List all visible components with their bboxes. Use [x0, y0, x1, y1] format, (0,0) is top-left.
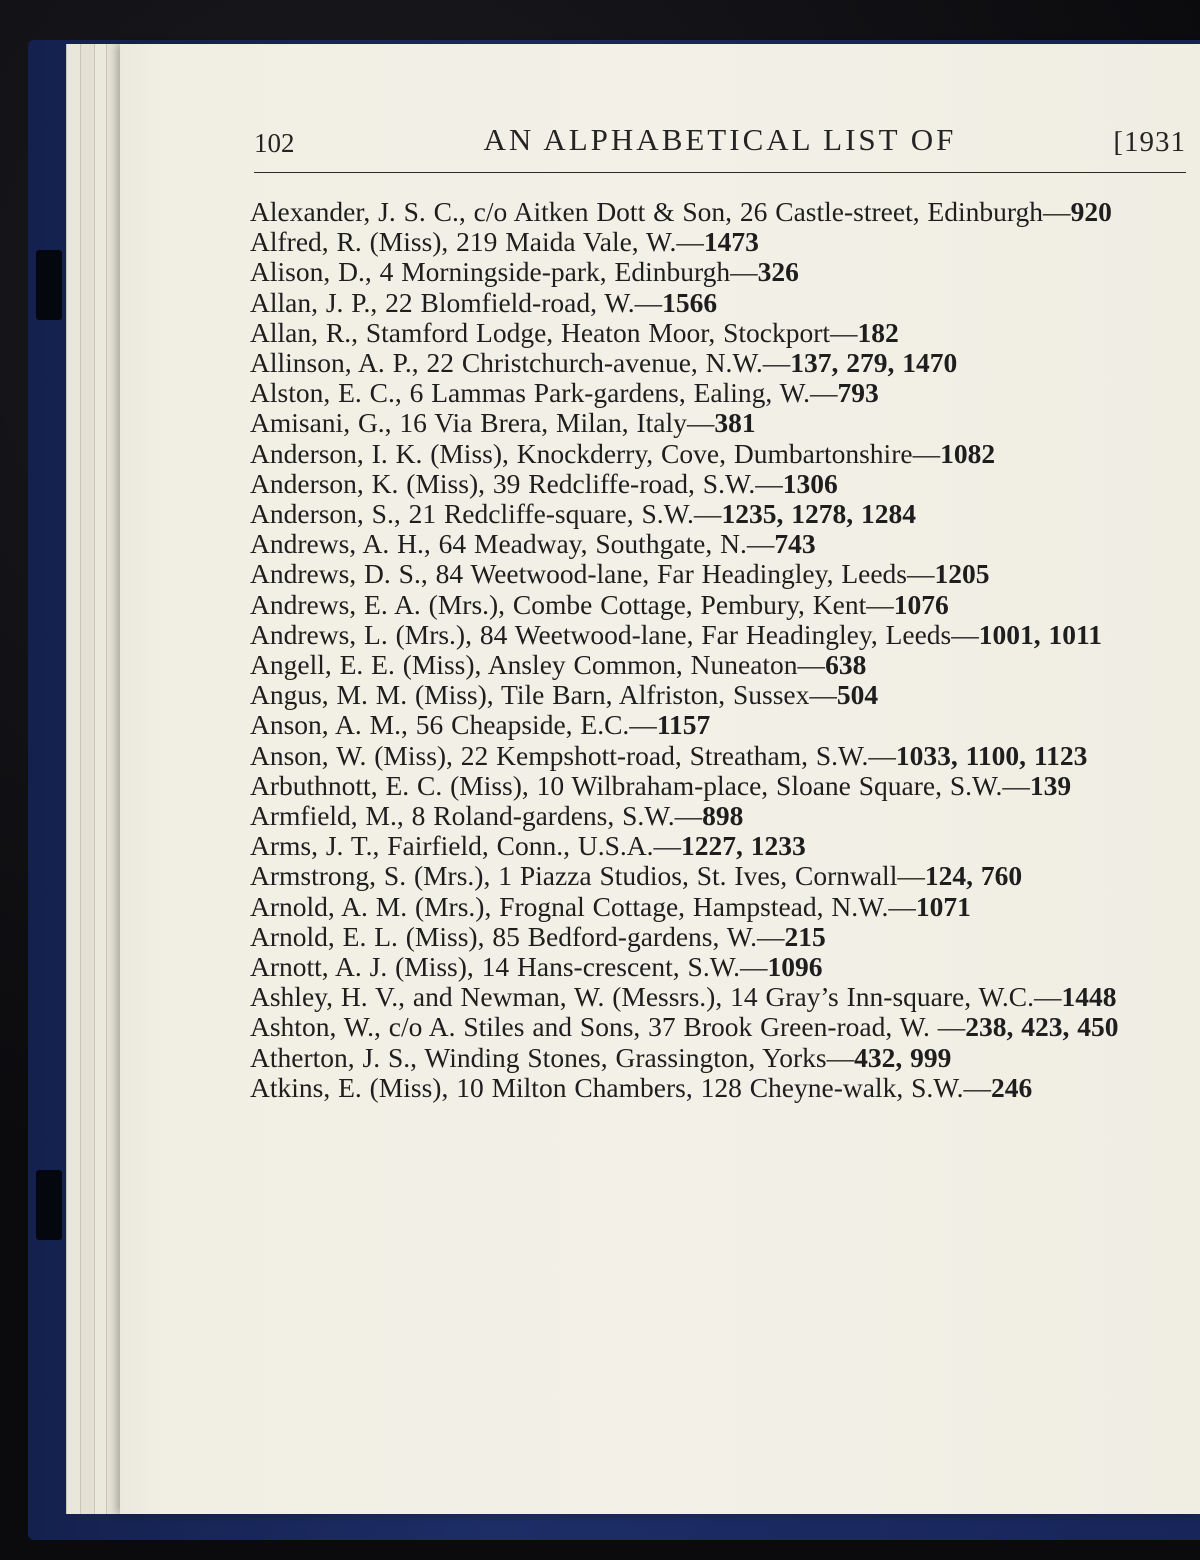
entry-catalogue-numbers: 743	[774, 528, 816, 560]
page-number: 102	[254, 128, 295, 158]
entry-address: Alexander, J. S. C., c/o Aitken Dott & Son, 26 Castle-street, Edinburgh—	[250, 196, 1071, 227]
entry-address: Alston, E. C., 6 Lammas Park-gardens, Ealing, W.—	[250, 377, 838, 409]
entry-catalogue-numbers: 1033, 1100, 1123	[895, 739, 1088, 771]
list-item	[250, 469, 1186, 499]
list-item	[250, 197, 1186, 227]
entry-address: Angell, E. E. (Miss), Ansley Common, Nuneaton—	[250, 649, 826, 681]
entry-catalogue-numbers: 137, 279, 1470	[790, 347, 958, 379]
entry-address: Amisani, G., 16 Via Brera, Milan, Italy—	[250, 407, 715, 439]
list-item	[250, 861, 1186, 891]
list-item	[250, 348, 1186, 378]
entry-catalogue-numbers: 1076	[893, 588, 949, 620]
entry-catalogue-numbers: 898	[702, 800, 744, 832]
list-item	[250, 257, 1186, 287]
list-item	[250, 559, 1186, 589]
list-item	[250, 1073, 1186, 1103]
entry-address: Allan, J. P., 22 Blomfield-road, W.—	[250, 286, 663, 318]
entry-catalogue-numbers: 182	[857, 316, 899, 348]
entry-catalogue-numbers: 238, 423, 450	[965, 1011, 1119, 1043]
entry-catalogue-numbers: 1096	[767, 951, 823, 983]
list-item	[250, 952, 1186, 982]
entry-catalogue-numbers: 1205	[934, 558, 990, 590]
entry-address: Alison, D., 4 Morningside-park, Edinburgh—	[250, 256, 758, 288]
entry-catalogue-numbers: 215	[784, 920, 826, 952]
list-item	[250, 529, 1186, 559]
list-item	[250, 892, 1186, 922]
page-title: AN ALPHABETICAL LIST OF	[483, 122, 957, 157]
entry-catalogue-numbers: 432, 999	[854, 1041, 952, 1073]
entry-catalogue-numbers: 1227, 1233	[681, 830, 806, 862]
entry-address: Ashton, W., c/o A. Stiles and Sons, 37 Brook Green-road, W. —	[250, 1011, 966, 1043]
entry-address: Andrews, L. (Mrs.), 84 Weetwood-lane, Far Headingley, Leeds—	[250, 618, 979, 650]
entry-catalogue-numbers: 1566	[662, 286, 718, 318]
cover-band-lower	[36, 1170, 62, 1240]
entry-address: Ashley, H. V., and Newman, W. (Messrs.), 14 Gray’s Inn-square, W.C.—	[250, 981, 1062, 1013]
entry-address: Angus, M. M. (Miss), Tile Barn, Alfriston, Sussex—	[250, 679, 837, 711]
entry-address: Anderson, S., 21 Redcliffe-square, S.W.—	[250, 498, 722, 530]
running-header	[254, 116, 1186, 168]
list-item	[250, 227, 1186, 257]
list-item	[250, 710, 1186, 740]
entry-catalogue-numbers: 1235, 1278, 1284	[721, 498, 916, 530]
entry-address: Alfred, R. (Miss), 219 Maida Vale, W.—	[250, 226, 704, 258]
cover-band-upper	[36, 250, 62, 320]
list-item	[250, 499, 1186, 529]
entry-catalogue-numbers: 1082	[940, 437, 996, 469]
entry-catalogue-numbers: 381	[714, 407, 756, 439]
entry-address: Arnold, E. L. (Miss), 85 Bedford-gardens, W.—	[250, 920, 785, 952]
entry-catalogue-numbers: 326	[757, 256, 799, 288]
entry-address: Arbuthnott, E. C. (Miss), 10 Wilbraham-place, Sloane Square, S.W.—	[250, 769, 1030, 801]
entry-address: Atkins, E. (Miss), 10 Milton Chambers, 128 Cheyne-walk, S.W.—	[250, 1071, 992, 1103]
entry-address: Andrews, E. A. (Mrs.), Combe Cottage, Pembury, Kent—	[250, 588, 894, 620]
list-item	[250, 982, 1186, 1012]
list-item	[250, 1012, 1186, 1042]
list-item	[250, 318, 1186, 348]
entry-catalogue-numbers: 1001, 1011	[978, 618, 1102, 650]
entry-address: Anson, A. M., 56 Cheapside, E.C.—	[250, 709, 657, 741]
entry-address: Allinson, A. P., 22 Christchurch-avenue, N.W.—	[250, 347, 791, 379]
list-item	[250, 771, 1186, 801]
list-item	[250, 288, 1186, 318]
list-item	[250, 922, 1186, 952]
entry-address: Anson, W. (Miss), 22 Kempshott-road, Streatham, S.W.—	[250, 739, 896, 771]
entry-address: Arnott, A. J. (Miss), 14 Hans-crescent, S.W.—	[250, 951, 768, 983]
entry-catalogue-numbers: 920	[1070, 196, 1112, 227]
list-item	[250, 378, 1186, 408]
entry-address: Armfield, M., 8 Roland-gardens, S.W.—	[250, 800, 703, 832]
entry-address: Arnold, A. M. (Mrs.), Frognal Cottage, Hampstead, N.W.—	[250, 890, 916, 922]
entry-catalogue-numbers: 793	[837, 377, 879, 409]
list-item	[250, 590, 1186, 620]
list-item	[250, 831, 1186, 861]
header-rule	[254, 172, 1186, 173]
entry-address: Allan, R., Stamford Lodge, Heaton Moor, Stockport—	[250, 316, 858, 348]
entry-catalogue-numbers: 638	[825, 649, 867, 681]
entry-catalogue-numbers: 504	[836, 679, 879, 711]
entry-catalogue-numbers: 246	[991, 1071, 1033, 1103]
list-item	[250, 680, 1186, 710]
entry-catalogue-numbers: 139	[1029, 769, 1072, 801]
entry-catalogue-numbers: 1071	[915, 890, 971, 922]
entry-address: Andrews, A. H., 64 Meadway, Southgate, N.—	[250, 528, 775, 560]
list-item	[250, 801, 1186, 831]
entry-catalogue-numbers: 1448	[1061, 981, 1117, 1013]
entry-catalogue-numbers: 1473	[703, 226, 759, 258]
entry-catalogue-numbers: 1157	[656, 709, 711, 741]
entry-address: Armstrong, S. (Mrs.), 1 Piazza Studios, St. Ives, Cornwall—	[250, 860, 925, 892]
list-item	[250, 741, 1186, 771]
entry-address: Andrews, D. S., 84 Weetwood-lane, Far Headingley, Leeds—	[250, 558, 935, 590]
entry-address: Atherton, J. S., Winding Stones, Grassington, Yorks—	[250, 1041, 855, 1073]
entry-address: Arms, J. T., Fairfield, Conn., U.S.A.—	[250, 830, 681, 862]
list-item	[250, 1043, 1186, 1073]
list-item	[250, 439, 1186, 469]
entry-address: Anderson, K. (Miss), 39 Redcliffe-road, S.W.—	[250, 467, 783, 499]
entry-address: Anderson, I. K. (Miss), Knockderry, Cove, Dumbartonshire—	[250, 437, 941, 469]
list-item	[250, 620, 1186, 650]
entry-catalogue-numbers: 1306	[782, 467, 838, 499]
year-label: [1931	[1113, 126, 1186, 158]
list-item	[250, 650, 1186, 680]
exhibitor-list	[250, 197, 1186, 1103]
list-item	[250, 408, 1186, 438]
entry-catalogue-numbers: 124, 760	[924, 860, 1023, 892]
